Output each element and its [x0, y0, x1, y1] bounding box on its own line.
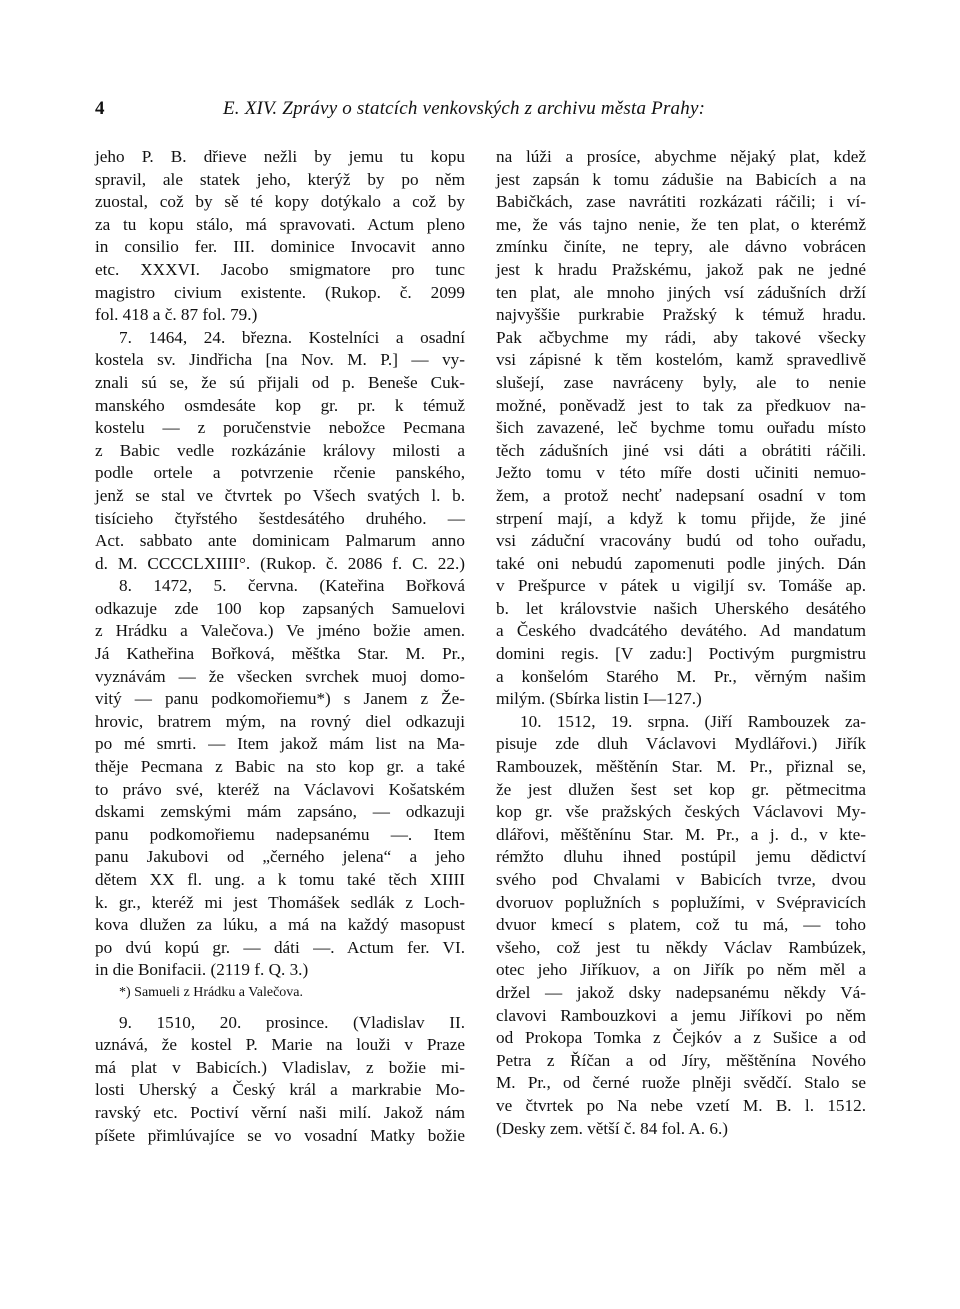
text-line: těch zádušních jiné vsi dáti a obrátiti ráčili. — [496, 440, 866, 460]
text-line: všeho, což jest tu někdy Václav Rambúzek, — [496, 937, 866, 957]
text-line: jest k hradu Pražskému, jakož pak ne jedné — [496, 259, 866, 279]
text-line: vyznávám — že všecken svrchek muoj domo- — [95, 666, 465, 686]
text-line: dvoruov poplužních s poplužími, v Svépravicích — [496, 892, 866, 912]
text-line: možné, poněvadž jest to tak za předkuov na- — [496, 395, 866, 415]
text-line: panu podkomořiemu nadepsanému —. Item — [95, 824, 465, 844]
text-line: manského osmdesáte kop gr. pr. k témuž — [95, 395, 465, 415]
text-line: in consilio fer. III. dominice Invocavit anno — [95, 237, 465, 257]
text-line: tisícieho čtyřstého šestdesátého druhého. — — [95, 508, 465, 528]
text-line: zmínku činíte, ne tepry, ale dávno vobrácen — [496, 237, 866, 257]
text-line: také oni nebudú zapomenuti podle jiných. Dán — [496, 553, 866, 573]
text-line: k. gr., kteréž mi jest Thomášek sedlák z Loch- — [95, 892, 465, 912]
text-line: z Hrádku a Valečova.) Ve jméno božie amen. — [95, 621, 465, 641]
text-line: od Prokopa Tomka z Čejkóv a z Sušice a od — [496, 1028, 866, 1048]
text-line: jest zapsán k tomu zádušie na Babicích a na — [496, 169, 866, 189]
text-line: M. Pr., od černé ruože plněji svědčí. Stalo se — [496, 1073, 866, 1093]
text-line: panu Jakubovi od „černého jelena“ a jeho — [95, 847, 465, 867]
text-line: etc. XXXVI. Jacobo smigmatore pro tunc — [95, 259, 465, 279]
text-line: to právo své, kteréž na Václavovi Košatském — [95, 779, 465, 799]
text-line: z Babic vedle rozkázánie královy milosti a — [95, 440, 465, 460]
running-title: E. XIV. Zprávy o statcích venkovských z archivu města Prahy: — [223, 98, 706, 119]
text-line: slušejí, zase navráceny byly, ale to nenie — [496, 372, 866, 392]
text-line: pisuje zde dluh Václavovi Mydlářovi.) Jiřík — [496, 734, 866, 754]
text-line: Ježto tomu v této míře dosti učiniti nemuo- — [496, 463, 866, 483]
text-line: 10. 1512, 19. srpna. (Jiří Rambouzek za- — [520, 711, 866, 731]
text-line: dlářovi, měštěnínu Star. M. Pr., a j. d., v kte- — [496, 824, 866, 844]
text-line: vsi záduční vracovány budú od toho ouřadu, — [496, 531, 866, 551]
text-line: žem, a protož nechť nadepsaní osadní v tom — [496, 485, 866, 505]
text-line: milým. (Sbírka listin I—127.) — [496, 689, 702, 709]
text-line: clavovi Rambouzkovi a jemu Jiříkovi po něm — [496, 1005, 866, 1025]
text-line: fol. 418 a č. 87 fol. 79.) — [95, 305, 258, 325]
text-line: podle ortele a potvrzenie rčenie panského, — [95, 463, 465, 483]
text-line: po mé smrti. — Item jakož mám list na Ma- — [95, 734, 465, 754]
text-line: zuostal, což by sě té kopy dotýkalo a což by — [95, 192, 465, 212]
footnote-line: *) Samueli z Hrádku a Valečova. — [119, 984, 304, 1000]
text-line: Petra z Říčan a od Jíry, měštěnína Nového — [496, 1050, 866, 1070]
text-line: Babičkách, zase navrátiti rozkázati ráčili; i ví- — [496, 192, 866, 212]
text-line: otec jeho Jiříkuov, a on Jiřík po něm měl a — [496, 960, 866, 980]
text-line: držel — jakož dsky nadepsanému někdy Vá- — [496, 982, 866, 1002]
text-line: Rambouzek, měštěnín Star. M. Pr., přiznal se, — [496, 757, 866, 777]
text-line: po dvú kopú gr. — dáti —. Actum fer. VI. — [95, 937, 465, 957]
text-line: b. let královstvie našich Uherského desátého — [496, 598, 866, 618]
text-line: domini regis. [V zadu:] Poctivým purgmistru — [496, 644, 866, 664]
text-line: 7. 1464, 24. března. Kostelníci a osadní — [119, 327, 465, 347]
text-line: Pak ačbychme my rádi, aby takové všecky — [496, 327, 866, 347]
text-line: šich zavazené, leč bychme tomu ouřadu místo — [496, 418, 866, 438]
text-line: odkazuje zde 100 kop zapsaných Samuelovi — [95, 598, 465, 618]
text-line: svého pod Chvalami v Babicích tvrze, dvou — [496, 870, 866, 889]
text-line: magistro civium existente. (Rukop. č. 2099 — [95, 282, 465, 302]
text-line: dvuor kmecí s platem, což tu má, — toho — [496, 915, 866, 935]
text-line: rémžto dluhu ihned postúpil jemu dědictví — [496, 847, 866, 867]
text-line: a Českého dvadcátého devátého. Ad mandatum — [496, 621, 866, 641]
running-header — [95, 98, 875, 128]
text-line: Já Katheřina Bořková, měštka Star. M. Pr., — [95, 644, 465, 664]
text-line: dětem XX fl. ung. a k tomu také těch XIIII — [95, 870, 465, 889]
text-line: me, že vás tajno nenie, že ten plat, o kterémž — [496, 214, 866, 234]
text-line: kostela sv. Jindřicha [na Nov. M. P.] — vy- — [95, 350, 465, 370]
text-line: 9. 1510, 20. prosince. (Vladislav II. — [119, 1012, 465, 1032]
text-line: a konšelóm Starého M. Pr., věrným našim — [496, 666, 866, 686]
text-line: kop gr. vše pražských českých Václavovi My- — [496, 802, 866, 822]
text-line: ve čtvrtek po Na nebe vzetí M. B. l. 1512. — [496, 1095, 866, 1115]
text-line: najvyššie purkrabie Pražský k témuž hradu. — [496, 305, 866, 325]
text-line: za tu kopu stálo, má spravovati. Actum pleno — [95, 214, 465, 234]
text-line: kova dlužen za lúku, a má na každý masopust — [95, 915, 465, 935]
text-line: kostelu — z poručenstvie nebožce Pecmana — [95, 418, 465, 438]
text-line: ten plat, ale mnoho jiných vsí zádušních drží — [496, 282, 866, 302]
text-line: uznává, že kostel P. Marie na louži v Praze — [95, 1035, 465, 1055]
text-line: Act. sabbato ante dominicam Palmarum anno — [95, 531, 465, 551]
text-line: jeho P. B. dřieve nežli by jemu tu kopu — [95, 147, 465, 166]
text-line: in die Bonifacii. (2119 f. Q. 3.) — [95, 960, 309, 980]
text-line: spravil, ale statek jeho, kterýž by po něm — [95, 169, 465, 189]
text-line: vitý — panu podkomořiemu*) s Janem z Že- — [95, 689, 465, 709]
text-line: hrovic, bratrem mým, na rovný diel odkazuji — [95, 711, 465, 731]
left-text-column — [95, 146, 465, 1147]
text-line: ravský etc. Poctiví věrní naši milí. Jakož nám — [95, 1102, 465, 1122]
text-line: strpení mají, a když k tomu přijde, že jiné — [496, 508, 866, 528]
text-line: dskami zemskými mám zapsáno, — odkazuji — [95, 802, 465, 822]
text-line: znali sú se, že sú přijali od p. Beneše Cuk- — [95, 372, 465, 392]
text-line: losti Uherský a Český král a markrabie Mo- — [95, 1080, 465, 1100]
text-line: píšete přimlúvajíce se vo vosadní Matky božie — [95, 1125, 465, 1145]
text-line: vsi zápisné k těm kostelóm, kamž spravedlivě — [496, 350, 866, 370]
text-line: jenž se stal ve čtvrtek po Všech svatých l. b. — [95, 485, 465, 505]
right-text-column — [496, 146, 866, 1140]
text-line: 8. 1472, 5. června. (Kateřina Bořková — [119, 576, 465, 596]
text-line: (Desky zem. větší č. 84 fol. A. 6.) — [496, 1118, 728, 1138]
text-line: má plat v Babicích.) Vladislav, z božie mi- — [95, 1057, 465, 1077]
text-line: v Prešpurce v pátek u vigiljí sv. Tomáše ap. — [496, 576, 866, 596]
text-line: na lúži a prosíce, abychme nějaký plat, kdež — [496, 147, 866, 166]
page-number: 4 — [95, 98, 105, 119]
text-line: že jest dlužen šest set kop gr. pětmecitma — [496, 779, 866, 799]
text-line: thěje Pecmana z Babic na sto kop gr. a také — [95, 757, 465, 777]
text-line: d. M. CCCCLXIIII°. (Rukop. č. 2086 f. C. 22.) — [95, 553, 465, 573]
